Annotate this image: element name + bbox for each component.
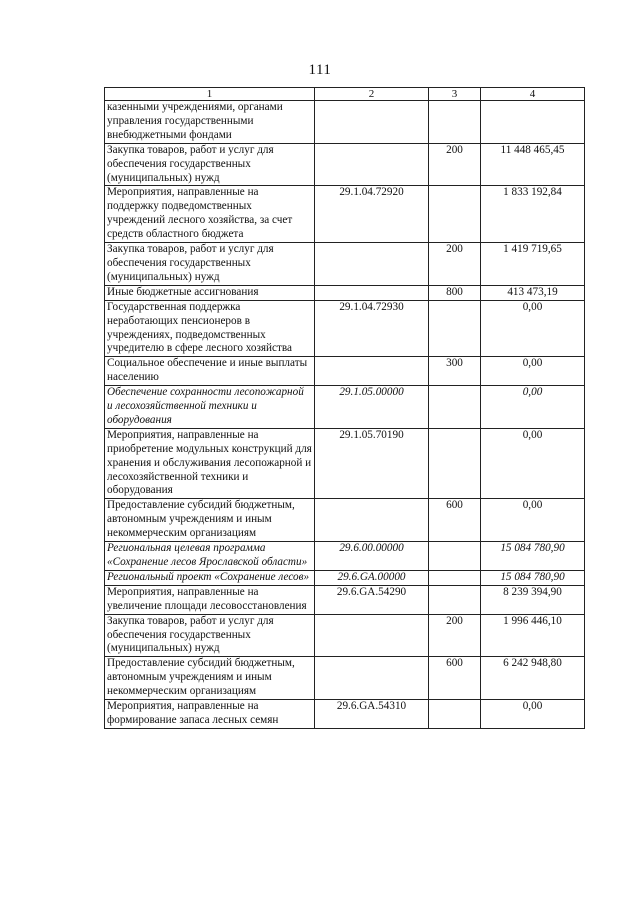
table-row: [105, 428, 585, 499]
column-header-2: 2: [315, 88, 429, 101]
cell-code: 29.1.04.72930: [315, 300, 429, 357]
cell-sum: 0,00: [481, 499, 585, 542]
table-row: [105, 143, 585, 186]
table-row: [105, 300, 585, 357]
table-row: [105, 285, 585, 300]
cell-name: казенными учреждениями, органами управления государственными внебюджетными фондами: [105, 101, 315, 144]
cell-expense-type: 600: [429, 499, 481, 542]
cell-name: Государственная поддержка неработающих пенсионеров в учреждениях, подведомственных учредителю в сфере лесного хозяйства: [105, 300, 315, 357]
cell-code: [315, 499, 429, 542]
cell-expense-type: [429, 101, 481, 144]
column-header-3: 3: [429, 88, 481, 101]
cell-expense-type: [429, 700, 481, 729]
cell-code: [315, 143, 429, 186]
table-row: [105, 570, 585, 585]
table-row: [105, 657, 585, 700]
cell-name: Социальное обеспечение и иные выплаты населению: [105, 357, 315, 386]
cell-sum: 413 473,19: [481, 285, 585, 300]
table-row: [105, 542, 585, 571]
table-row: [105, 186, 585, 243]
table-row: [105, 614, 585, 657]
cell-expense-type: 200: [429, 143, 481, 186]
cell-expense-type: [429, 585, 481, 614]
cell-sum: 0,00: [481, 386, 585, 429]
page-number: 111: [308, 62, 332, 78]
table-row: [105, 499, 585, 542]
cell-code: [315, 243, 429, 286]
budget-table: [104, 87, 585, 729]
cell-sum: 11 448 465,45: [481, 143, 585, 186]
cell-expense-type: [429, 186, 481, 243]
cell-sum: 0,00: [481, 357, 585, 386]
cell-name: Иные бюджетные ассигнования: [105, 285, 315, 300]
cell-expense-type: [429, 542, 481, 571]
cell-sum: 0,00: [481, 700, 585, 729]
cell-code: 29.1.05.70190: [315, 428, 429, 499]
table-row: [105, 101, 585, 144]
cell-sum: [481, 101, 585, 144]
column-header-1: 1: [105, 88, 315, 101]
cell-expense-type: 200: [429, 243, 481, 286]
cell-name: Мероприятия, направленные на поддержку подведомственных учреждений лесного хозяйства, за счет средств областного бюджета: [105, 186, 315, 243]
table-row: [105, 386, 585, 429]
cell-code: [315, 285, 429, 300]
cell-name: Мероприятия, направленные на формирование запаса лесных семян: [105, 700, 315, 729]
cell-expense-type: 800: [429, 285, 481, 300]
cell-name: Закупка товаров, работ и услуг для обеспечения государственных (муниципальных) нужд: [105, 243, 315, 286]
cell-expense-type: 300: [429, 357, 481, 386]
column-header-4: 4: [481, 88, 585, 101]
cell-sum: 6 242 948,80: [481, 657, 585, 700]
cell-name: Мероприятия, направленные на приобретение модульных конструкций для хранения и обслуживания лесопожарной и лесохозяйственной техники и оборудования: [105, 428, 315, 499]
cell-name: Предоставление субсидий бюджетным, автономным учреждениям и иным некоммерческим организациям: [105, 657, 315, 700]
cell-code: 29.1.04.72920: [315, 186, 429, 243]
cell-name: Обеспечение сохранности лесопожарной и лесохозяйственной техники и оборудования: [105, 386, 315, 429]
table-row: [105, 243, 585, 286]
cell-name: Закупка товаров, работ и услуг для обеспечения государственных (муниципальных) нужд: [105, 143, 315, 186]
table-header-row: [105, 88, 585, 101]
table-row: [105, 585, 585, 614]
cell-code: 29.1.05.00000: [315, 386, 429, 429]
cell-expense-type: [429, 570, 481, 585]
cell-name: Мероприятия, направленные на увеличение площади лесовосстановления: [105, 585, 315, 614]
cell-name: Региональный проект «Сохранение лесов»: [105, 570, 315, 585]
cell-code: 29.6.00.00000: [315, 542, 429, 571]
cell-name: Закупка товаров, работ и услуг для обеспечения государственных (муниципальных) нужд: [105, 614, 315, 657]
cell-code: [315, 657, 429, 700]
cell-code: 29.6.GA.00000: [315, 570, 429, 585]
cell-code: [315, 101, 429, 144]
cell-sum: 8 239 394,90: [481, 585, 585, 614]
table-row: [105, 357, 585, 386]
cell-expense-type: [429, 300, 481, 357]
cell-name: Предоставление субсидий бюджетным, автономным учреждениям и иным некоммерческим организациям: [105, 499, 315, 542]
cell-code: 29.6.GA.54310: [315, 700, 429, 729]
cell-sum: 15 084 780,90: [481, 570, 585, 585]
cell-name: Региональная целевая программа «Сохранение лесов Ярославской области»: [105, 542, 315, 571]
cell-sum: 1 419 719,65: [481, 243, 585, 286]
cell-sum: 1 996 446,10: [481, 614, 585, 657]
cell-sum: 1 833 192,84: [481, 186, 585, 243]
cell-expense-type: [429, 428, 481, 499]
cell-expense-type: [429, 386, 481, 429]
cell-code: [315, 357, 429, 386]
cell-sum: 0,00: [481, 428, 585, 499]
cell-sum: 0,00: [481, 300, 585, 357]
cell-code: 29.6.GA.54290: [315, 585, 429, 614]
table-row: [105, 700, 585, 729]
cell-code: [315, 614, 429, 657]
cell-expense-type: 600: [429, 657, 481, 700]
cell-expense-type: 200: [429, 614, 481, 657]
cell-sum: 15 084 780,90: [481, 542, 585, 571]
